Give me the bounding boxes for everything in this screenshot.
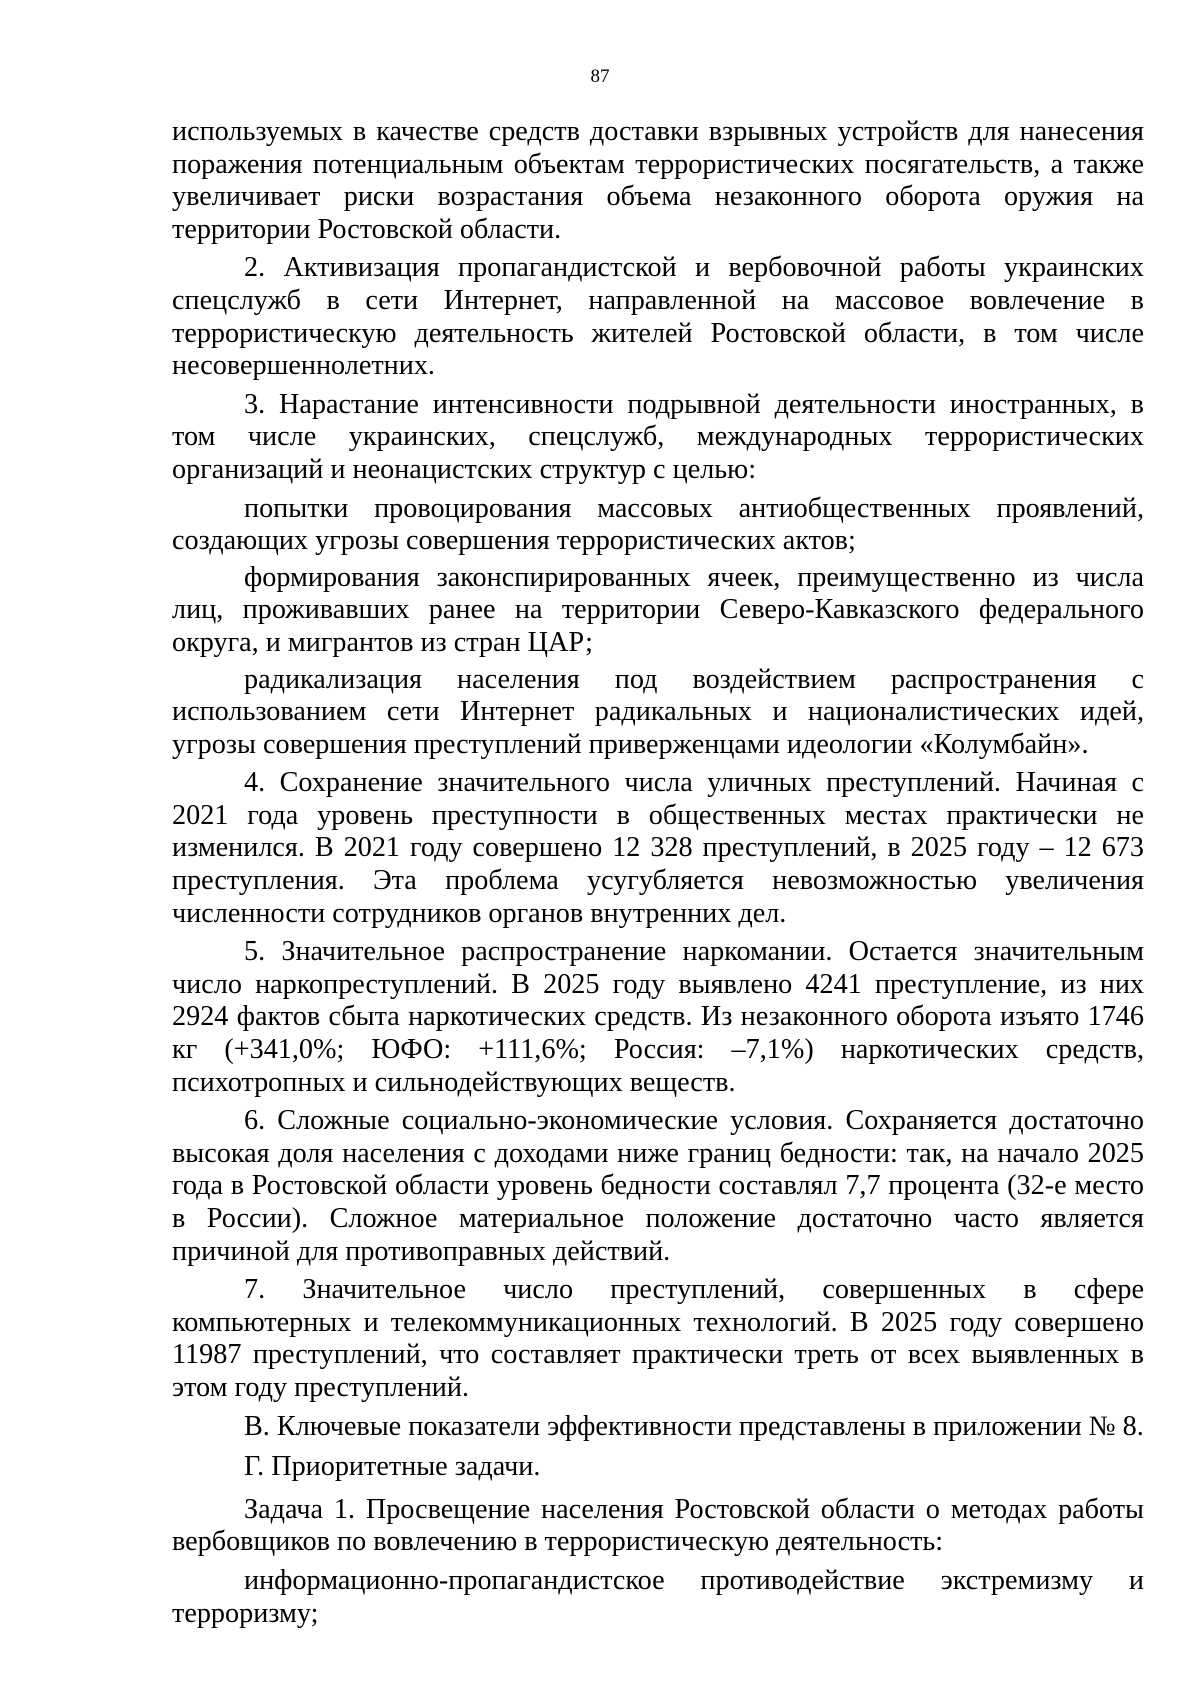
paragraph-subitem-radicalization: радикализация населения под воздействием распространения с использованием сети Интернет радикальных и националистических идей, угрозы совершения преступлений приверженцами идеологии «Колумбайн».	[172, 663, 1144, 760]
document-body	[172, 116, 1144, 1630]
paragraph-item-7: 7. Значительное число преступлений, совершенных в сфере компьютерных и телекоммуникационных технологий. В 2025 году совершено 11987 преступлений, что составляет практически треть от всех выявленных в этом году преступлений.	[172, 1274, 1144, 1403]
paragraph-item-2: 2. Активизация пропагандистской и вербовочной работы украинских спецслужб в сети Интернет, направленной на массовое вовлечение в террористическую деятельность жителей Ростовской области, в том числе несовершеннолетних.	[172, 252, 1144, 382]
paragraph-item-4: 4. Сохранение значительного числа уличных преступлений. Начиная с 2021 года уровень преступности в общественных местах практически не изменился. В 2021 году совершено 12 328 преступлений, в 2025 году – 12 673 преступления. Эта проблема усугубляется невозможностью увеличения численности сотрудников органов внутренних дел.	[172, 767, 1144, 929]
paragraph-section-v: В. Ключевые показатели эффективности представлены в приложении № 8.	[244, 1410, 1144, 1442]
paragraph-subitem-provocation: попытки провоцирования массовых антиобщественных проявлений, создающих угрозы совершения террористических актов;	[172, 492, 1144, 557]
paragraph-item-6: 6. Сложные социально-экономические условия. Сохраняется достаточно высокая доля населения с доходами ниже границ бедности: так, на начало 2025 года в Ростовской области уровень бедности составлял 7,7 процента (32-е место в России). Сложное материальное положение достаточно часто является причиной для противоправных действий.	[172, 1105, 1144, 1267]
paragraph-subitem-cells: формирования законспирированных ячеек, преимущественно из числа лиц, проживавших ранее на территории Северо-Кавказского федерального округа, и мигрантов из стран ЦАР;	[172, 561, 1144, 658]
paragraph-task-1: Задача 1. Просвещение населения Ростовской области о методах работы вербовщиков по вовлечению в террористическую деятельность:	[172, 1493, 1144, 1558]
paragraph-item-5: 5. Значительное распространение наркомании. Остается значительным число наркопреступлений. В 2025 году выявлено 4241 преступление, из них 2924 фактов сбыта наркотических средств. Из незаконного оборота изъято 1746 кг (+341,0%; ЮФО: +111,6%; Россия: –7,1%) наркотических средств, психотропных и сильнодействующих веществ.	[172, 936, 1144, 1098]
page-number: 87	[590, 66, 610, 87]
paragraph-section-g-heading: Г. Приоритетные задачи.	[244, 1451, 541, 1483]
paragraph-continuation: используемых в качестве средств доставки взрывных устройств для нанесения поражения потенциальным объектам террористических посягательств, а также увеличивает риски возрастания объема незаконного оборота оружия на территории Ростовской области.	[172, 116, 1144, 245]
paragraph-item-3: 3. Нарастание интенсивности подрывной деятельности иностранных, в том числе украинских, спецслужб, международных террористических организаций и неонацистских структур с целью:	[172, 388, 1144, 485]
paragraph-task-1-item: информационно-пропагандистское противодействие экстремизму и терроризму;	[172, 1564, 1144, 1629]
